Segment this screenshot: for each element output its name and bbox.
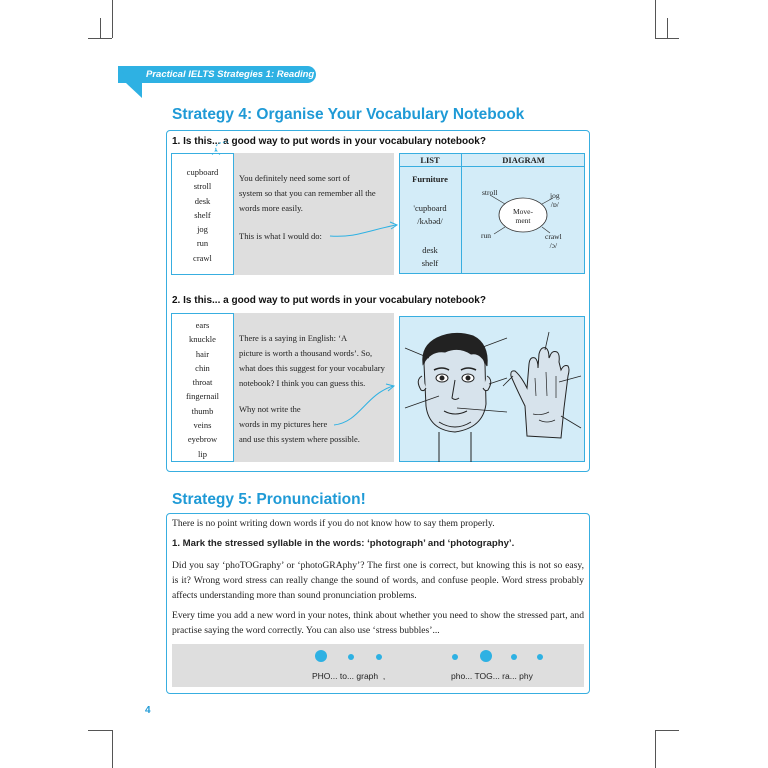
q2-text-2: Why not write the words in my pictures here and use this system where possible.	[239, 404, 360, 444]
diagram-center-label: Move- ment	[513, 207, 533, 225]
word-item: shelf	[194, 209, 211, 220]
diagram-label-jog: jog /ɒ/	[550, 191, 560, 209]
word-item: veins	[193, 420, 212, 431]
word-item: eyebrow	[187, 434, 218, 445]
q2-word-list	[171, 313, 234, 462]
strategy5-paragraph-2: Every time you add a new word in your notes, think about whether you need to show the stressed part, and practise saying the word correctly. You can also use ‘stress bubbles’...	[172, 610, 584, 636]
strategy5-intro: There is no point writing down words if you do not know how to say them properly.	[172, 518, 495, 529]
list-header: LIST	[420, 155, 440, 165]
word-item: chin	[195, 362, 210, 373]
q1-text: You definitely need some sort of system so that you can remember all the words more easily.	[239, 173, 376, 213]
crop-mark	[88, 38, 112, 39]
hand-drawing	[511, 348, 569, 438]
list-entry: 'cupboard /kʌbəd/	[413, 203, 447, 226]
strategy5-task: 1. Mark the stressed syllable in the words: ‘photograph’ and ‘photography’.	[172, 538, 515, 549]
list-category: Furniture	[412, 174, 448, 184]
strategy5-title: Strategy 5: Pronunciation!	[172, 491, 366, 508]
word-item: thumb	[191, 405, 214, 416]
q1-word-list	[171, 153, 234, 275]
crop-mark	[655, 730, 679, 731]
crop-mark	[100, 18, 101, 38]
word-item: run	[196, 238, 209, 249]
crop-mark	[655, 730, 656, 768]
word-item: lip	[198, 448, 207, 459]
crop-mark	[655, 0, 656, 38]
word-item: jog	[197, 224, 208, 235]
chapter-header-tab: Practical IELTS Strategies 1: Reading	[118, 66, 316, 83]
word-item: fingernail	[185, 391, 220, 402]
q2-text: There is a saying in English: ‘A picture is worth a thousand words’. So, what does this suggest for your vocabulary notebook? I think you can guess this.	[239, 333, 385, 388]
stress-word-photography: pho... TOG... ra... phy	[451, 671, 533, 681]
question-1: 1. Is this... a good way to put words in your vocabulary notebook?	[172, 136, 486, 147]
page-number: 4	[145, 705, 151, 716]
q1-text-2: This is what I would do:	[239, 231, 322, 241]
word-item: cupboard	[186, 167, 219, 177]
crop-mark	[655, 38, 679, 39]
face-and-hand-illustration	[399, 316, 585, 462]
strategy4-title: Strategy 4: Organise Your Vocabulary Notebook	[172, 106, 525, 123]
diagram-header: DIAGRAM	[502, 155, 545, 165]
word-item: desk	[194, 195, 211, 206]
crop-mark	[88, 730, 112, 731]
strategy5-paragraph-1: Did you say ‘phoTOGraphy’ or ‘photoGRAphy’? The first one is correct, but knowing this is not so easy, is it? Wrong word stress can really change the sound of words, and confuse people. Word stress probably affects understanding more than sound pronunciation problems.	[172, 560, 584, 601]
stress-word-photograph: PHO... to... graph ,	[312, 671, 386, 681]
crop-mark	[112, 730, 113, 768]
face-drawing	[418, 333, 491, 462]
crop-mark	[112, 0, 113, 38]
word-item: crawl	[193, 252, 212, 263]
diagram-label-run: run	[481, 231, 491, 240]
word-item: hair	[195, 348, 210, 359]
list-entry: desk shelf	[421, 245, 439, 268]
word-item: ears	[195, 320, 210, 330]
header-corner-shape	[112, 66, 148, 102]
diagram-label-crawl: crawl /ɔ/	[545, 232, 562, 250]
word-item: stroll	[193, 181, 212, 192]
crop-mark	[667, 18, 668, 38]
diagram-label-stroll: stroll	[482, 188, 498, 197]
question-2: 2. Is this... a good way to put words in your vocabulary notebook?	[172, 295, 486, 306]
word-item: knuckle	[189, 334, 216, 345]
word-item: throat	[192, 377, 213, 388]
